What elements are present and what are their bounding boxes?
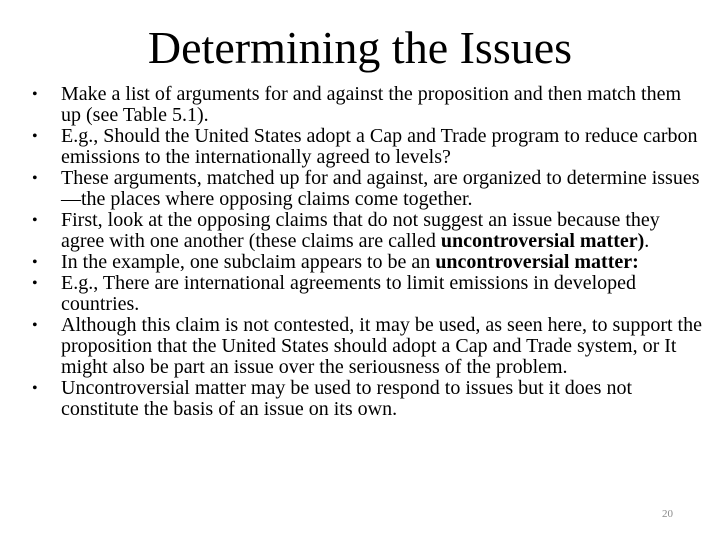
bullet-item xyxy=(32,273,702,315)
bullet-marker-icon: • xyxy=(32,128,38,145)
bullet-text: E.g., There are international agreements to limit emissions in developed countries. xyxy=(61,272,637,315)
bullet-text: First, look at the opposing claims that do not suggest an issue because they agree with one another (these claims are called xyxy=(61,209,660,252)
bullet-item xyxy=(32,126,702,168)
bullet-emphasis: uncontroversial matter) xyxy=(440,230,645,252)
bullet-marker-icon: • xyxy=(32,212,38,229)
bullet-marker-icon: • xyxy=(32,254,38,271)
bullet-marker-icon: • xyxy=(32,170,38,187)
bullet-item xyxy=(32,378,702,420)
bullet-text-end: . xyxy=(644,230,650,252)
bullet-item xyxy=(32,315,702,378)
bullet-text: In the example, one subclaim appears to be an xyxy=(61,251,436,273)
slide-title: Determining the Issues xyxy=(147,22,573,73)
bullet-marker-icon: • xyxy=(32,86,38,103)
bullet-text: Uncontroversial matter may be used to respond to issues but it does not constitute the basis of an issue on its own. xyxy=(61,377,633,420)
bullet-text: Although this claim is not contested, it may be used, as seen here, to support the proposition that the United States should adopt a Cap and Trade system, or It might also be part an issue over the seriousness of the problem. xyxy=(61,314,702,378)
bullet-item xyxy=(32,168,702,210)
bullet-marker-icon: • xyxy=(32,380,38,397)
bullet-item xyxy=(32,252,702,273)
bullet-emphasis: uncontroversial matter: xyxy=(435,251,639,273)
bullet-list xyxy=(32,84,702,420)
bullet-item xyxy=(32,84,702,126)
bullet-marker-icon: • xyxy=(32,275,38,292)
bullet-text: E.g., Should the United States adopt a Cap and Trade program to reduce carbon emissions to the internationally agreed to levels? xyxy=(61,125,698,168)
bullet-marker-icon: • xyxy=(32,317,38,334)
bullet-text: Make a list of arguments for and against the proposition and then match them up (see Table 5.1). xyxy=(61,83,682,126)
bullet-text: These arguments, matched up for and against, are organized to determine issues—the places where opposing claims come together. xyxy=(61,167,700,210)
bullet-item xyxy=(32,210,702,252)
page-number: 20 xyxy=(662,508,673,520)
